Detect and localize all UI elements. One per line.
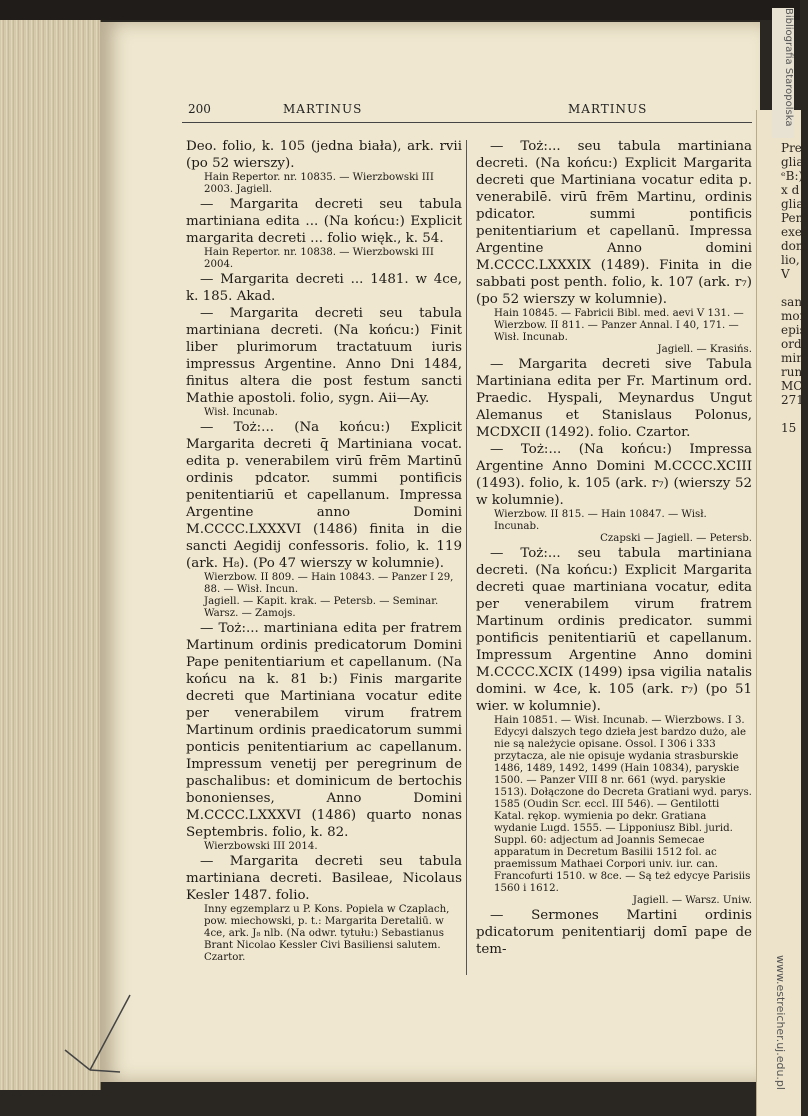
reference-note: Jagiell. — Krasińs. [657, 344, 752, 355]
entry-paragraph: — Margarita decreti seu tabula martiniana decreti. (Na końcu:) Finit liber plurimorum tractatuum iuris impressus Argentine. Anno Dni 1484, finitus altera die post festum sancti Mathie apostoli. folio, sygn. Aii—Ay. [186, 306, 462, 406]
running-title-right: MARTINUS [568, 102, 648, 116]
reference-note: Edycyi dalszych tego dzieła jest bardzo dużo, ale nie są należycie opisane. Ossol. I 306 i 333 przytacza, ale nie opisuje wydania strasburskie 1486, 1489, 1492, 1499 (Hain 10834), paryskie 1500. — Panzer VIII 8 nr. 661 (wyd. paryskie 1513). Dołączone do Decreta Gratiani wyd. parys. 1585 (Oudin Scr. eccl. III 546). — Gentilotti Katal. rękop. wymienia po dekr. Gratiana wydanie Lugd. 1555. — Lipponiusz Bibl. jurid. Suppl. 60: adjectum ad Joannis Semecae apparatum in Decretum Basilii 1512 fol. ac praemissum Mathaei Corpori univ. iur. can. Francofurti 1510. w 8ce. — Są też edycye Parisiis 1560 i 1612. [494, 727, 752, 894]
right-column [476, 138, 752, 958]
pen-annotation [60, 990, 140, 1080]
next-page-text: Pre [781, 141, 802, 155]
entry-paragraph: — Toż:... (Na końcu:) Explicit Margarita decreti q̄ Martiniana vocat. edita p. venerabilem virū frēm Martinū ordinis pdcator. summi pontificis penitentiariū et capellanum. Impressa Argentine anno Domini M.CCCC.LXXXVI (1486) finita in die sancti Aegidij confessoris. folio, k. 119 (ark. H₈). (Po 47 wierszy w kolumnie). [186, 420, 462, 571]
entry-paragraph: — Margarita decreti ... 1481. w 4ce, k. 185. Akad. [186, 272, 462, 304]
entry-paragraph: — Toż:... seu tabula martiniana decreti. (Na końcu:) Explicit Margarita decreti quae martiniana vocatur, edita per venerabilem virum fratrem Martinum ordinis predicator. summi pontificis penitentiariū et capellanum. Impressum Argentine Anno domini M.CCCC.XCIX (1499) ipsa vigilia natalis domini. w 4ce, k. 105 (ark. r₇) (po 51 wier. w kolumnie). [476, 546, 752, 714]
entry-paragraph: Deo. folio, k. 105 (jedna biała), ark. rvii (po 52 wierszy). [186, 139, 462, 171]
reference-note: Hain Repertor. nr. 10838. — Wierzbowski III 2004. [204, 247, 434, 270]
next-page-text: 15 [781, 421, 797, 435]
next-page-text: glia [781, 155, 804, 169]
header-rule [182, 122, 752, 123]
reference-note: Hain Repertor. nr. 10835. — Wierzbowski III 2003. Jagiell. [204, 172, 434, 195]
book-page-edges [0, 20, 101, 1090]
next-page-text: glia [781, 197, 804, 211]
entry-paragraph: — Margarita decreti sive Tabula Martiniana edita per Fr. Martinum ord. Praedic. Hyspali, Meynardus Ungut Alemanus et Stanislaus Polonus, MCDXCII (1492). folio. Czartor. [476, 357, 752, 440]
reference-note: Hain 10851. — Wisł. Incunab. — Wierzbows. I 3. [494, 715, 745, 726]
running-title-left: MARTINUS [283, 102, 363, 116]
entry-paragraph: — Margarita decreti seu tabula martiniana decreti. Basileae, Nicolaus Kesler 1487. folio. [186, 854, 462, 903]
next-page-text: MC [781, 379, 803, 393]
next-page-text: 271 [781, 393, 804, 407]
next-page-text: run [781, 365, 803, 379]
reference-note: Wierzbow. II 809. — Hain 10843. — Panzer I 29, 88. — Wisł. Incun. [204, 572, 454, 595]
next-page-text: dom [781, 239, 808, 253]
reference-note: Czapski — Jagiell. — Petersb. [600, 533, 752, 544]
entry-paragraph: — Sermones Martini ordinis pdicatorum penitentiarij domī pape de tem- [476, 908, 752, 957]
entry-paragraph: — Toż:... seu tabula martiniana decreti. (Na końcu:) Explicit Margarita decreti que Martiniana vocatur edita p. venerabilē. virū frēm Martinu, ordinis pdicator. summi pontificis penitentiarium et capellanū. Impressa Argentine Anno domini M.CCCC.LXXXIX (1489). Finita in die sabbati post penth. folio, k. 107 (ark. r₇) (po 52 wierszy w kolumnie). [476, 139, 752, 307]
next-page-text: Pent [781, 211, 808, 225]
next-page-text: V [781, 267, 790, 281]
reference-note: Inny egzemplarz u P. Kons. Popiela w Czaplach, pow. miechowski, p. t.: Margarita Deretaliū. w 4ce, ark. J₈ nlb. (Na odwr. tytułu:) Sebastianus Brant Nicolao Kessler Civi Basiliensi salutem. Czartor. [204, 904, 450, 963]
entry-paragraph: — Margarita decreti seu tabula martiniana edita ... (Na końcu:) Explicit margarita decreti ... folio więk., k. 54. [186, 197, 462, 246]
top-strip [0, 0, 800, 20]
reference-note: Jagiell. — Warsz. Uniw. [632, 895, 752, 906]
page-number: 200 [188, 102, 211, 116]
next-page-text: exer [781, 225, 808, 239]
entry-paragraph: — Toż:... martiniana edita per fratrem Martinum ordinis predicatorum Domini Pape penitentiarium et capellanum. (Na końcu na k. 81 b:) Finis margarite decreti que Martiniana vocatur edite per venerabilem virum fratrem Martinum ordinis praedicatorum summi ponticis penitentiarium ac capellanum. Impressum venetij per peregrinum de paschalibus: et dominicum de bertochis bononienses, Anno Domini M.CCCC.LXXXVI (1486) quarto nonas Septembris. folio, k. 82. [186, 621, 462, 840]
next-page-text: san [781, 295, 803, 309]
reference-note: Wisł. Incunab. [204, 407, 278, 418]
entry-paragraph: — Toż:... (Na końcu:) Impressa Argentine Anno Domini M.CCCC.XCIII (1493). folio, k. 105 (ark. r₇) (wierszy 52 w kolumnie). [476, 442, 752, 508]
left-column [186, 138, 462, 964]
reference-note: Wierzbowski III 2014. [204, 841, 318, 852]
next-page-text: ord [781, 337, 802, 351]
column-divider [466, 140, 467, 975]
next-page-text: ᵉB:) [781, 169, 804, 183]
next-page-text: lio, [781, 253, 800, 267]
next-page-text: min [781, 351, 804, 365]
source-url: www.estreicher.uj.edu.pl [774, 955, 787, 1090]
next-page-text: epis [781, 323, 806, 337]
next-page-text: mor [781, 309, 806, 323]
collection-label: Bibliografia Staropolska [772, 8, 794, 138]
reference-note: Hain 10845. — Fabricii Bibl. med. aevi V 131. — Wierzbow. II 811. — Panzer Annal. I 40, 171. — Wisł. Incunab. [494, 308, 744, 343]
next-page-text: x d [781, 183, 800, 197]
reference-note: Jagiell. — Kapit. krak. — Petersb. — Seminar. Warsz. — Zamojs. [204, 596, 439, 619]
reference-note: Wierzbow. II 815. — Hain 10847. — Wisł. Incunab. [494, 509, 707, 532]
